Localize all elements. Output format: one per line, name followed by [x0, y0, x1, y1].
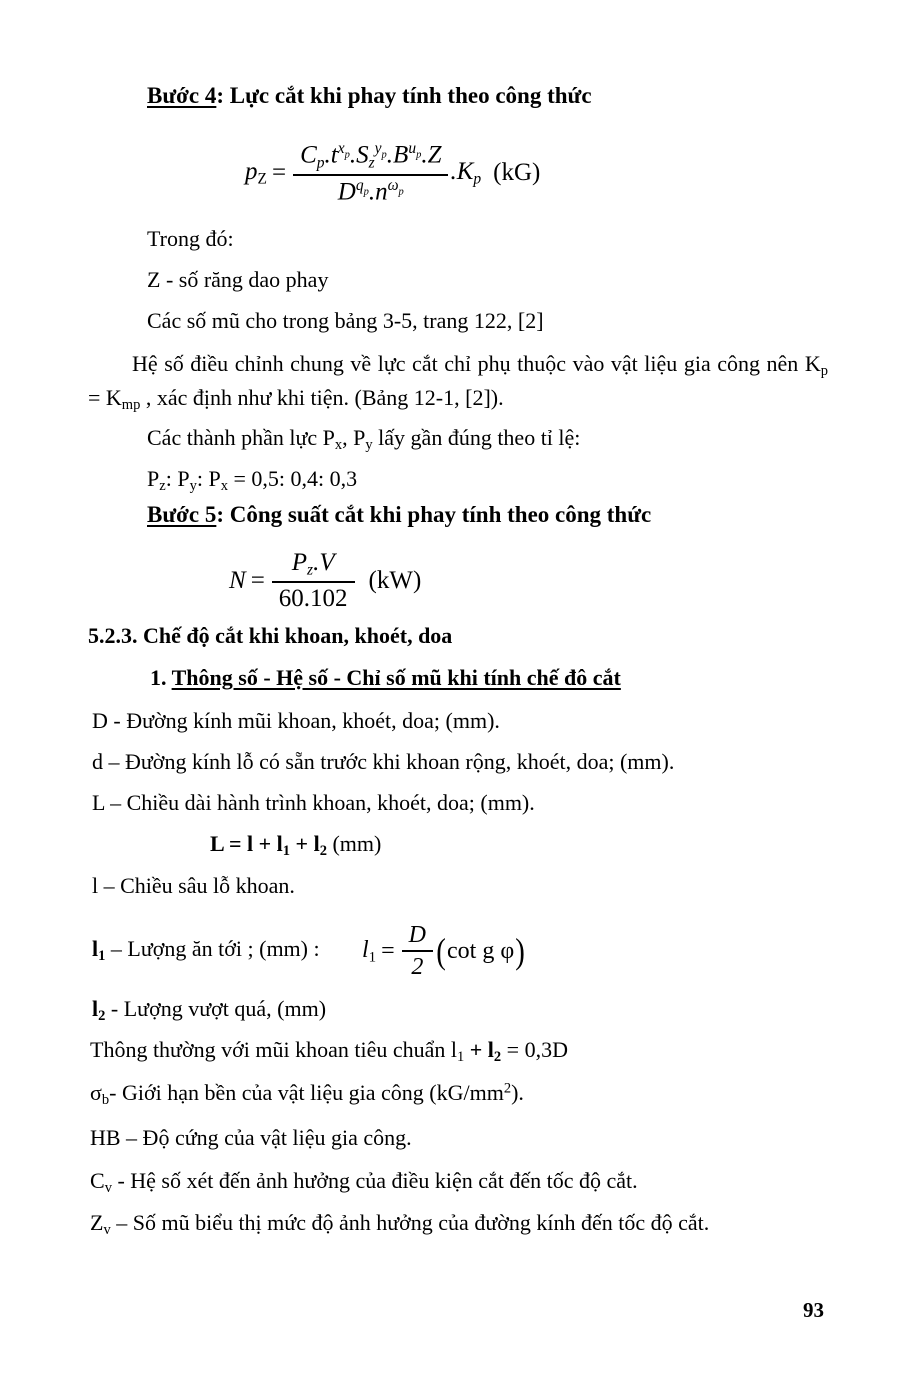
definition-l: l – Chiều sâu lỗ khoan. [92, 873, 295, 898]
definition-exponents: Các số mũ cho trong bảng 3-5, trang 122, [2] [147, 308, 544, 333]
step-4-label: Bước 4 [147, 83, 217, 108]
formula-unit: (kG) [493, 159, 541, 187]
definition-d: d – Đường kính lỗ có sẵn trước khi khoan rộng, khoét, doa; (mm). [92, 749, 675, 774]
definition-l1-sub: 1 [98, 948, 106, 965]
force-components-line [147, 426, 580, 453]
definition-L: L – Chiều dài hành trình khoan, khoét, doa; (mm). [92, 790, 535, 815]
definition-sigma-b-sup: 2 [503, 1080, 512, 1097]
formula-tail: .Kp [450, 158, 482, 188]
step-5-heading [147, 503, 651, 527]
paragraph-kp-sub-2: mp [121, 397, 141, 414]
ratio-sub-x: x [220, 478, 228, 495]
definition-Cv-label: C [90, 1168, 105, 1193]
standard-drill-sub-1: 1 [456, 1049, 465, 1066]
formula-L-text-2: + l [290, 831, 320, 856]
formula-L-text-1: L = l + l [210, 831, 283, 856]
formula-l1-paren-close: ) [515, 930, 525, 971]
definition-l1-text: – Lượng ăn tới ; (mm) : [105, 936, 320, 961]
formula-l1-numerator: D [408, 922, 426, 948]
standard-drill-text-1: Thông thường với mũi khoan tiêu chuẩn l [90, 1037, 457, 1062]
formula-L-sub-1: 1 [282, 843, 291, 860]
where-label: Trong đó: [147, 226, 234, 251]
formula-numerator: $Cp.t^{xp}.Sz^{yp}.B^{up}.Z$ [300, 140, 442, 172]
definition-Zv-label: Z [90, 1210, 104, 1235]
formula-n-fraction [272, 548, 355, 613]
paragraph-kp-sub-1: p [820, 363, 828, 380]
subsection-heading-1 [150, 666, 621, 689]
step-4-heading [147, 84, 592, 108]
formula-l1-fraction [402, 921, 433, 982]
section-heading-523: 5.2.3. Chế độ cắt khi khoan, khoét, doa [88, 623, 453, 648]
subsection-title: Thông số - Hệ số - Chỉ số mũ khi tính chế đô cắt [171, 665, 621, 690]
standard-drill-sub-2: 2 [493, 1049, 502, 1066]
step-5-label: Bước 5 [147, 502, 217, 527]
paragraph-kp [88, 348, 828, 416]
formula-L-total [210, 832, 381, 859]
force-ratio-line [147, 467, 357, 494]
formula-n-unit: (kW) [368, 566, 422, 594]
definition-l2 [92, 997, 326, 1024]
definition-HB: HB – Độ cứng của vật liệu gia công. [90, 1125, 412, 1150]
formula-l1-paren-open: ( [436, 930, 446, 971]
formula-cutting-force [245, 140, 540, 207]
definition-Cv [90, 1169, 638, 1196]
formula-cutting-power [229, 548, 421, 613]
definition-Zv [90, 1211, 709, 1238]
definition-l2-label: l [92, 996, 99, 1021]
definition-sigma-b-label: σ [90, 1080, 102, 1105]
formula-l1-lhs: l1 [362, 936, 377, 966]
formula-l1-denominator: 2 [402, 950, 433, 981]
force-components-text-3: lấy gần đúng theo tỉ lệ: [372, 425, 581, 450]
step-5-heading-rest: : Công suất cắt khi phay tính theo công thức [216, 502, 652, 527]
definition-l1 [92, 937, 320, 964]
formula-n-lhs: N [229, 566, 246, 594]
standard-drill-text-2: + l [464, 1037, 494, 1062]
formula-equals: = [271, 159, 287, 187]
standard-drill-line [90, 1038, 568, 1065]
page-number: 93 [803, 1298, 824, 1322]
ratio-py: : P [165, 466, 190, 491]
formula-L-unit: (mm) [326, 831, 382, 856]
formula-l1-expression: cot g φ [447, 937, 515, 964]
ratio-px: : P [196, 466, 221, 491]
paragraph-kp-text-3: , xác định như khi tiện. (Bảng 12-1, [2]). [140, 385, 504, 411]
force-components-text-2: , P [342, 425, 366, 450]
definition-l1-label: l [92, 936, 99, 961]
definition-sigma-b [90, 1081, 524, 1108]
formula-L-sub-2: 2 [319, 843, 327, 860]
ratio-sub-y: y [189, 478, 197, 495]
force-components-sub-y: y [365, 437, 373, 454]
definition-Cv-sub: v [104, 1180, 112, 1197]
definition-Zv-text: – Số mũ biểu thị mức độ ảnh hưởng của đường kính đến tốc độ cắt. [110, 1210, 710, 1235]
formula-n-denominator: 60.102 [272, 581, 355, 614]
formula-lhs: pZ [245, 158, 267, 188]
definition-Cv-text: - Hệ số xét đến ảnh hưởng của điều kiện cắt đến tốc độ cắt. [111, 1168, 638, 1193]
force-components-text-1: Các thành phần lực P [147, 425, 335, 450]
definition-D: D - Đường kính mũi khoan, khoét, doa; (mm). [92, 708, 500, 733]
ratio-pz: P [147, 466, 160, 491]
formula-n-equals: = [250, 566, 265, 594]
paragraph-kp-text-1: Hệ số điều chỉnh chung về lực cắt chỉ phụ thuộc vào vật liệu gia công nên K [132, 351, 821, 376]
definition-sigma-b-sub: b [101, 1092, 110, 1109]
formula-fraction [293, 140, 448, 207]
definition-z: Z - số răng dao phay [147, 267, 329, 292]
definition-sigma-b-text-1: - Giới hạn bền của vật liệu gia công (kG/mm [109, 1080, 504, 1105]
force-components-sub-x: x [334, 437, 343, 454]
ratio-values: = 0,5: 0,4: 0,3 [227, 466, 358, 491]
definition-sigma-b-text-2: ). [511, 1080, 524, 1105]
step-4-heading-rest: : Lực cắt khi phay tính theo công thức [216, 83, 592, 108]
definition-l2-text: - Lượng vượt quá, (mm) [105, 996, 327, 1021]
definition-l2-sub: 2 [98, 1008, 106, 1025]
standard-drill-text-3: = 0,3D [501, 1037, 568, 1062]
subsection-number: 1. [150, 665, 172, 690]
formula-n-numerator: Pz.V [291, 549, 335, 579]
definition-Zv-sub: v [103, 1222, 111, 1239]
paragraph-kp-text-2: = K [88, 385, 122, 411]
formula-denominator: $D^{qp}.n^{\omega p}$ [293, 174, 448, 207]
formula-l1 [362, 921, 526, 982]
formula-l1-equals: = [381, 937, 395, 964]
ratio-sub-z: z [159, 478, 166, 495]
